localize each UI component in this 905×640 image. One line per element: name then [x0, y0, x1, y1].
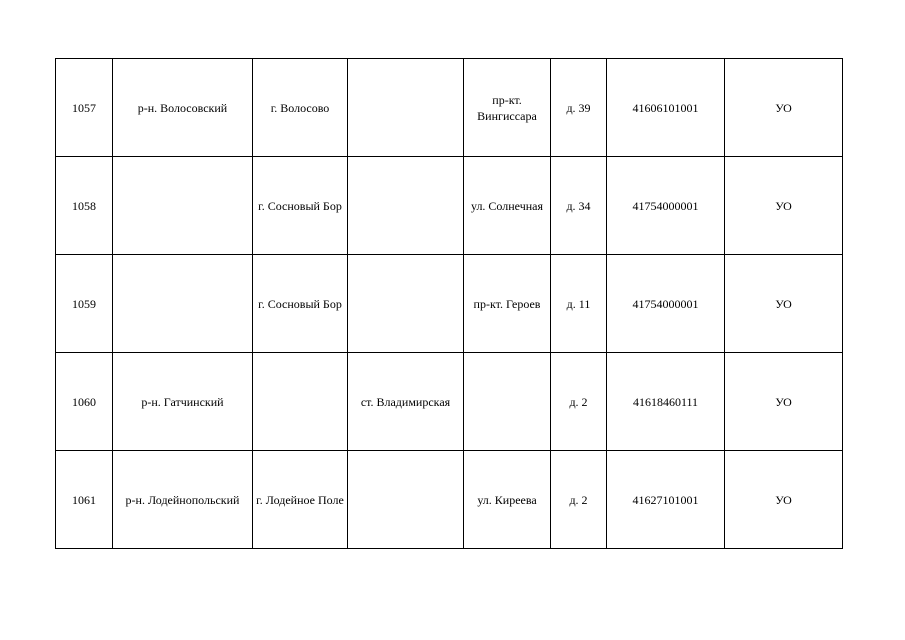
- house-cell: д. 2: [551, 353, 607, 451]
- settlement-cell: [348, 255, 464, 353]
- row-number-cell: 1061: [56, 451, 113, 549]
- oktmo-cell: 41754000001: [607, 255, 725, 353]
- district-cell: [113, 157, 253, 255]
- management-type-cell: УО: [725, 59, 843, 157]
- house-cell: д. 11: [551, 255, 607, 353]
- oktmo-cell: 41618460111: [607, 353, 725, 451]
- house-cell: д. 39: [551, 59, 607, 157]
- row-number-cell: 1059: [56, 255, 113, 353]
- settlement-cell: [348, 451, 464, 549]
- street-cell: пр-кт. Героев: [464, 255, 551, 353]
- street-cell: ул. Киреева: [464, 451, 551, 549]
- house-cell: д. 34: [551, 157, 607, 255]
- row-number-cell: 1058: [56, 157, 113, 255]
- settlement-cell: [348, 59, 464, 157]
- settlement-cell: ст. Владимирская: [348, 353, 464, 451]
- street-cell: пр-кт. Вингиссара: [464, 59, 551, 157]
- management-type-cell: УО: [725, 451, 843, 549]
- row-number-cell: 1057: [56, 59, 113, 157]
- city-cell: г. Сосновый Бор: [253, 255, 348, 353]
- table-row: [56, 353, 843, 451]
- management-type-cell: УО: [725, 157, 843, 255]
- oktmo-cell: 41754000001: [607, 157, 725, 255]
- street-cell: [464, 353, 551, 451]
- settlement-cell: [348, 157, 464, 255]
- district-cell: р-н. Волосовский: [113, 59, 253, 157]
- address-table: [55, 58, 843, 549]
- management-type-cell: УО: [725, 255, 843, 353]
- city-cell: г. Сосновый Бор: [253, 157, 348, 255]
- oktmo-cell: 41606101001: [607, 59, 725, 157]
- city-cell: г. Лодейное Поле: [253, 451, 348, 549]
- table-row: [56, 451, 843, 549]
- district-cell: р-н. Гатчинский: [113, 353, 253, 451]
- oktmo-cell: 41627101001: [607, 451, 725, 549]
- district-cell: [113, 255, 253, 353]
- row-number-cell: 1060: [56, 353, 113, 451]
- city-cell: г. Волосово: [253, 59, 348, 157]
- house-cell: д. 2: [551, 451, 607, 549]
- table-row: [56, 255, 843, 353]
- table-row: [56, 157, 843, 255]
- city-cell: [253, 353, 348, 451]
- district-cell: р-н. Лодейнопольский: [113, 451, 253, 549]
- management-type-cell: УО: [725, 353, 843, 451]
- street-cell: ул. Солнечная: [464, 157, 551, 255]
- table-row: [56, 59, 843, 157]
